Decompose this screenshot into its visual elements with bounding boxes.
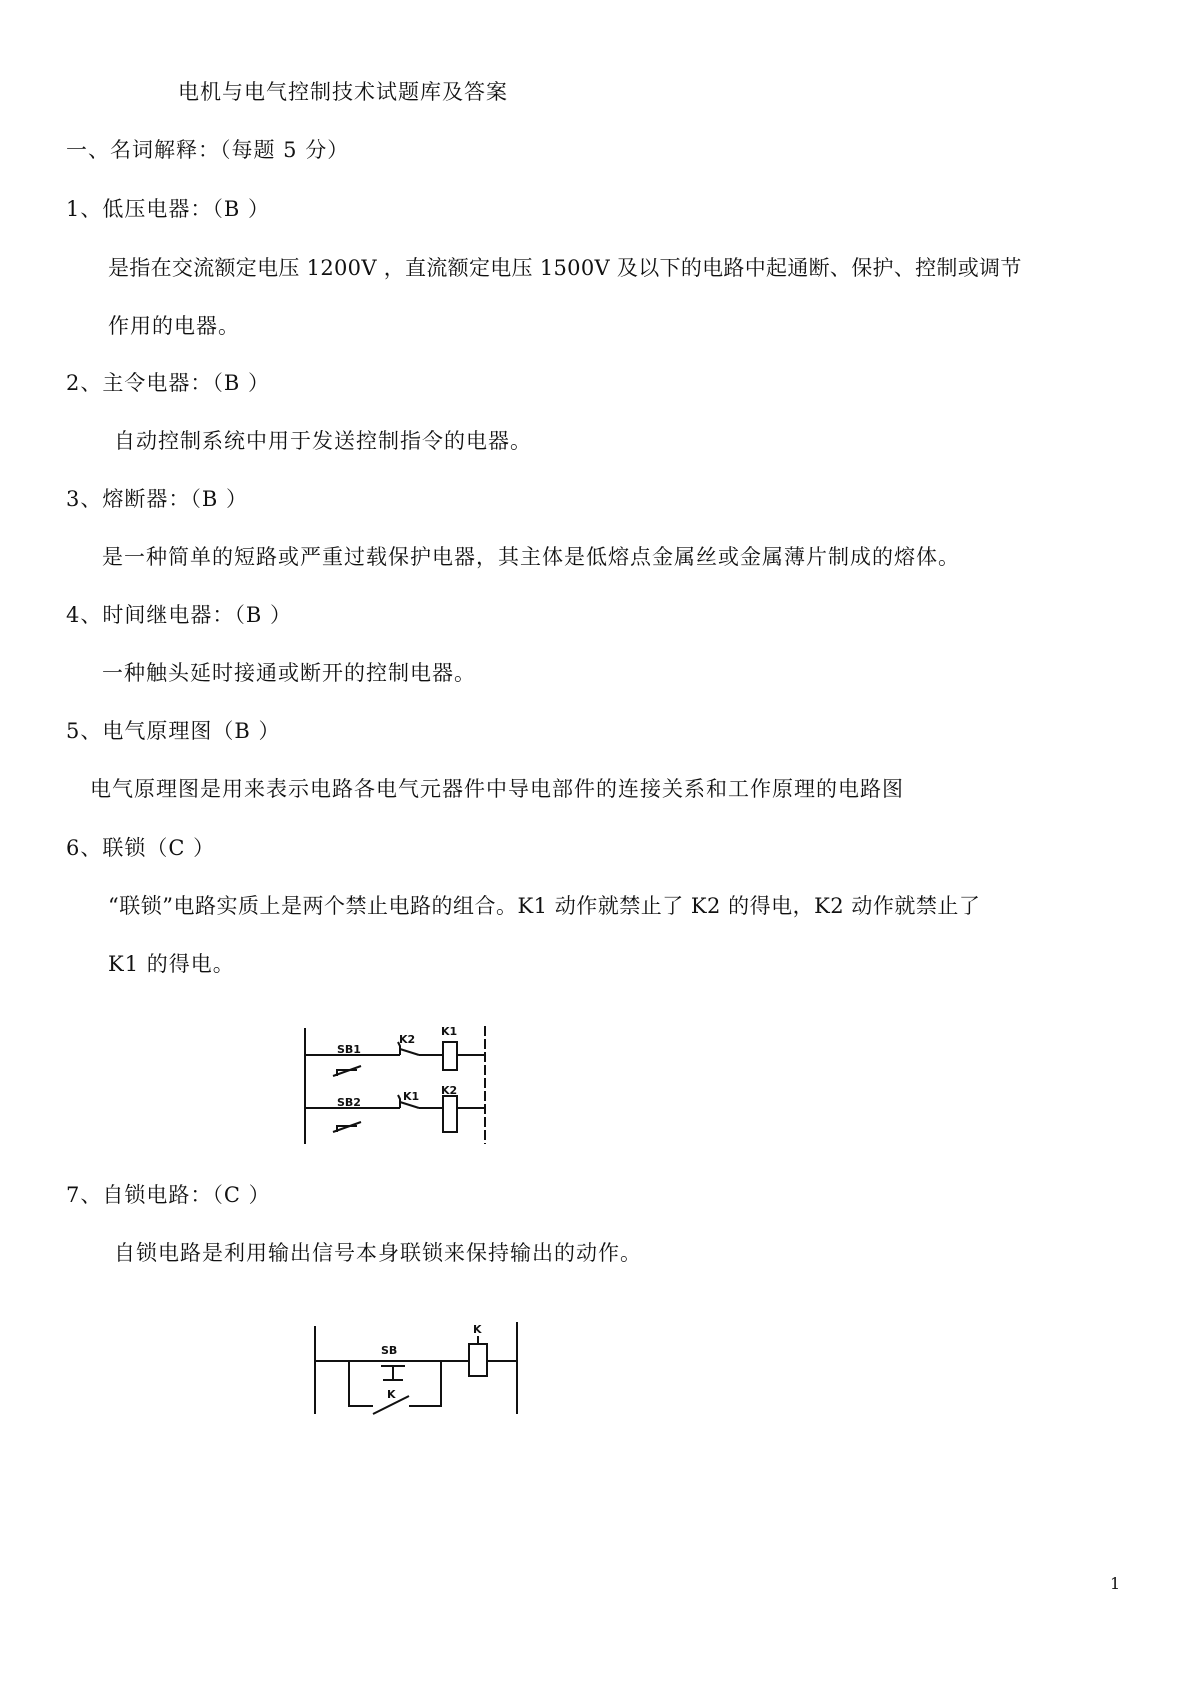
item-heading: 6、联锁（C ） [66, 836, 216, 860]
item-heading: 7、自锁电路：（C ） [66, 1183, 271, 1207]
interlock-circuit-diagram [295, 1020, 495, 1150]
self-lock-circuit-diagram [305, 1318, 525, 1428]
k1-coil-icon [443, 1042, 457, 1070]
page-number: 1 [1110, 1574, 1121, 1593]
document-title: 电机与电气控制技术试题库及答案 [178, 80, 508, 104]
item-text: 作用的电器。 [108, 314, 240, 338]
k1-nc-contact-icon [398, 1095, 400, 1108]
section-heading: 一、名词解释：（每题 5 分） [66, 138, 350, 162]
item-text: 自动控制系统中用于发送控制指令的电器。 [114, 429, 532, 453]
rung-wire [349, 1361, 373, 1406]
rung-wire [409, 1361, 441, 1406]
k-contact-label: K [387, 1388, 396, 1401]
item-text: 是一种简单的短路或严重过载保护电器，其主体是低熔点金属丝或金属薄片制成的熔体。 [102, 545, 960, 569]
k-coil-label: K [473, 1323, 482, 1336]
item-heading: 2、主令电器：（B ） [66, 371, 270, 395]
k2-nc-contact-icon [400, 1049, 419, 1055]
k2-contact-label: K2 [399, 1033, 416, 1046]
item-heading: 5、电气原理图（B ） [66, 719, 281, 743]
sb1-label: SB1 [337, 1043, 361, 1056]
sb2-label: SB2 [337, 1096, 361, 1109]
item-heading: 3、熔断器：（B ） [66, 487, 248, 511]
item-text: “联锁”电路实质上是两个禁止电路的组合。K1 动作就禁止了 K2 的得电，K2 动作就禁止了 [108, 894, 981, 918]
sb-label: SB [381, 1344, 398, 1357]
item-text: K1 的得电。 [108, 952, 235, 976]
item-text: 电气原理图是用来表示电路各电气元器件中导电部件的连接关系和工作原理的电路图 [90, 777, 904, 801]
k1-contact-label: K1 [403, 1090, 420, 1103]
item-text: 是指在交流额定电压 1200V ，直流额定电压 1500V 及以下的电路中起通断、保护、控制或调节 [108, 256, 1022, 280]
k2-coil-icon [443, 1096, 457, 1132]
k1-coil-label: K1 [441, 1025, 458, 1038]
item-heading: 1、低压电器：（B ） [66, 197, 270, 221]
item-heading: 4、时间继电器：（B ） [66, 603, 292, 627]
k-coil-icon [469, 1344, 487, 1376]
item-text: 自锁电路是利用输出信号本身联锁来保持输出的动作。 [114, 1241, 642, 1265]
k2-coil-label: K2 [441, 1084, 458, 1097]
item-text: 一种触头延时接通或断开的控制电器。 [102, 661, 476, 685]
